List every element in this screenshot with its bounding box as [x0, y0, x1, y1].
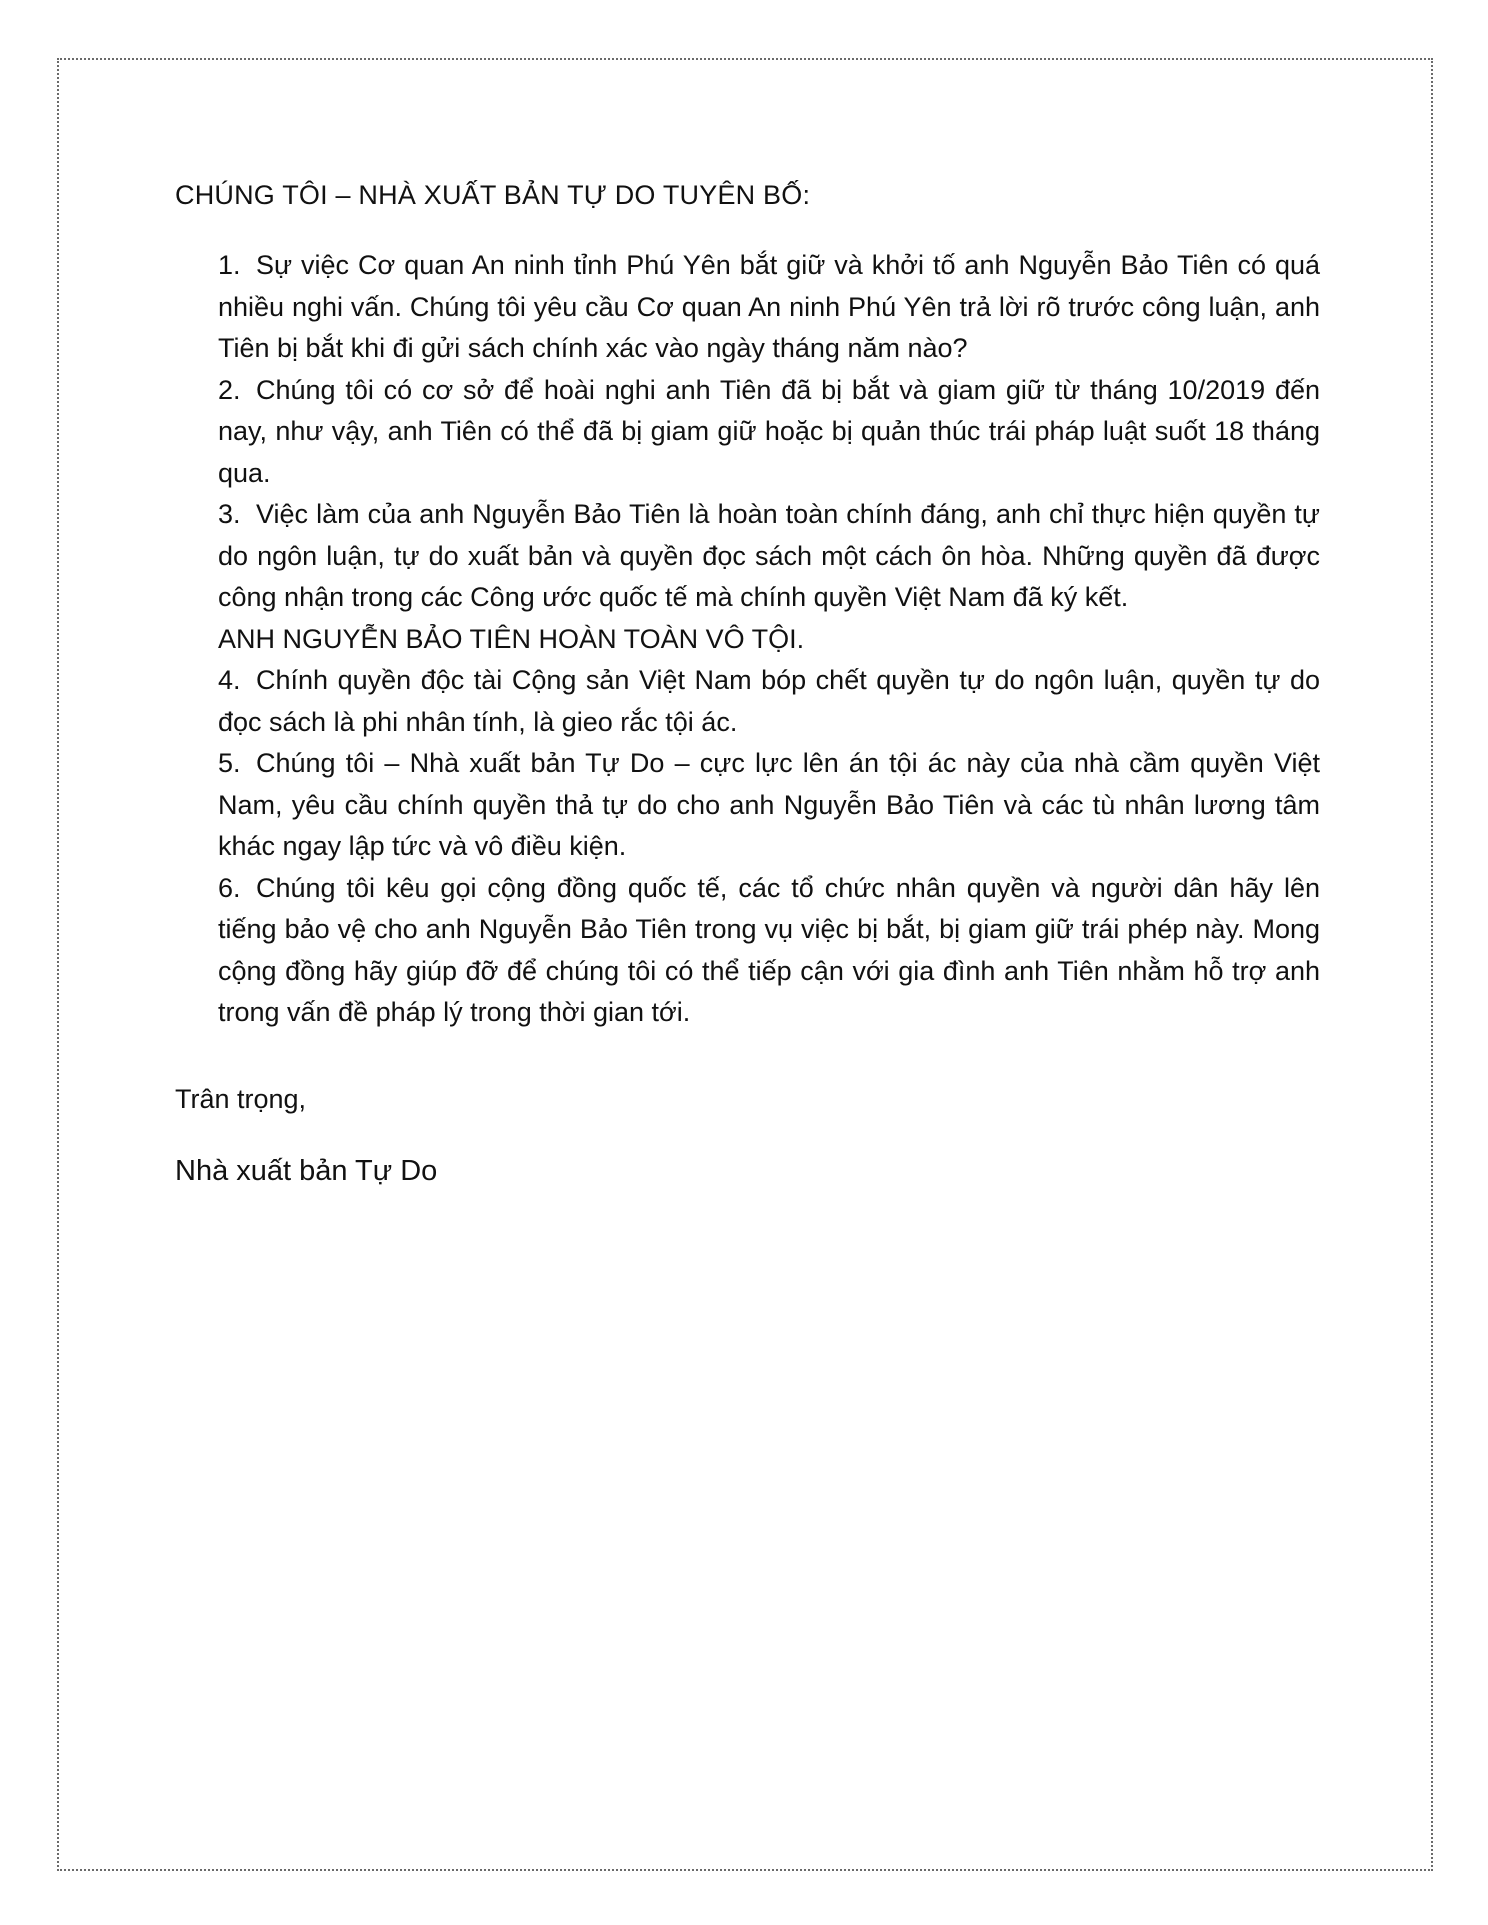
- item-number: 5.: [218, 748, 241, 778]
- list-item: [218, 868, 1320, 1034]
- item-text: Việc làm của anh Nguyễn Bảo Tiên là hoàn toàn chính đáng, anh chỉ thực hiện quyền tự do ngôn luận, tự do xuất bản và quyền đọc sách một cách ôn hòa. Những quyền đã được công nhận trong các Công ước quốc tế mà chính quyền Việt Nam đã ký kết.: [218, 499, 1320, 612]
- list-item: [218, 245, 1320, 370]
- item-text: Chúng tôi kêu gọi cộng đồng quốc tế, các tổ chức nhân quyền và người dân hãy lên tiếng bảo vệ cho anh Nguyễn Bảo Tiên trong vụ việc bị bắt, bị giam giữ trái phép này. Mong cộng đồng hãy giúp đỡ để chúng tôi có thể tiếp cận với gia đình anh Tiên nhằm hỗ trợ anh trong vấn đề pháp lý trong thời gian tới.: [218, 872, 1320, 1027]
- signature: Nhà xuất bản Tự Do: [175, 1154, 438, 1187]
- closing-salutation: Trân trọng,: [175, 1083, 307, 1114]
- declaration-heading: CHÚNG TÔI – NHÀ XUẤT BẢN TỰ DO TUYÊN BỐ:: [175, 180, 811, 210]
- innocent-statement: ANH NGUYỄN BẢO TIÊN HOÀN TOÀN VÔ TỘI.: [218, 623, 805, 654]
- item-number: 4.: [218, 665, 241, 695]
- document-body: [175, 175, 1320, 1193]
- item-text: Sự việc Cơ quan An ninh tỉnh Phú Yên bắt giữ và khởi tố anh Nguyễn Bảo Tiên có quá nhiều nghi vấn. Chúng tôi yêu cầu Cơ quan An ninh Phú Yên trả lời rõ trước công luận, anh Tiên bị bắt khi đi gửi sách chính xác vào ngày tháng năm nào?: [218, 250, 1320, 363]
- item-text: Chính quyền độc tài Cộng sản Việt Nam bóp chết quyền tự do ngôn luận, quyền tự do đọc sách là phi nhân tính, là gieo rắc tội ác.: [218, 665, 1320, 737]
- item-number: 1.: [218, 250, 241, 280]
- declaration-list: [175, 245, 1320, 1034]
- item-text: Chúng tôi có cơ sở để hoài nghi anh Tiên đã bị bắt và giam giữ từ tháng 10/2019 đến nay, như vậy, anh Tiên có thể đã bị giam giữ hoặc bị quản thúc trái pháp luật suốt 18 tháng qua.: [218, 374, 1320, 488]
- item-number: 2.: [218, 374, 241, 405]
- list-item: [218, 494, 1320, 619]
- list-item: [218, 370, 1320, 495]
- list-item: [218, 743, 1320, 868]
- item-number: 3.: [218, 499, 241, 529]
- item-number: 6.: [218, 872, 241, 903]
- list-item: [218, 660, 1320, 743]
- item-text: Chúng tôi – Nhà xuất bản Tự Do – cực lực lên án tội ác này của nhà cầm quyền Việt Nam, yêu cầu chính quyền thả tự do cho anh Nguyễn Bảo Tiên và các tù nhân lương tâm khác ngay lập tức và vô điều kiện.: [218, 748, 1320, 861]
